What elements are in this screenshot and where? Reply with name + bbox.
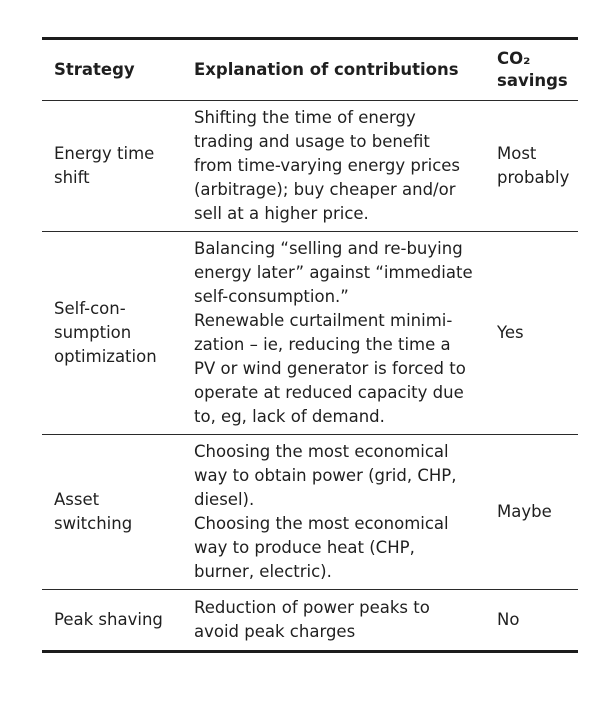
strategy-line: sumption: [54, 323, 132, 342]
explanation-line: Reduction of power peaks to: [194, 598, 430, 617]
explanation-cell: [182, 106, 484, 226]
explanation-line: avoid peak charges: [194, 622, 356, 641]
explanation-line: operate at reduced capacity due: [194, 383, 464, 402]
explanation-line: (arbitrage); buy cheaper and/or: [194, 180, 456, 199]
table-bottom-rule: [42, 650, 578, 653]
savings-line: No: [497, 610, 520, 629]
explanation-line: Choosing the most economical: [194, 442, 449, 461]
header-explanation: Explanation of contributions: [194, 60, 459, 79]
explanation-line: way to produce heat (CHP,: [194, 538, 415, 557]
savings-line: Maybe: [497, 502, 552, 521]
strategy-line: Asset: [54, 490, 100, 509]
explanation-cell: [182, 596, 484, 644]
strategy-line: Energy time: [54, 144, 155, 163]
explanation-line: to, eg, lack of demand.: [194, 407, 385, 426]
strategy-cell: [42, 142, 182, 190]
savings-line: probably: [497, 168, 570, 187]
header-co2-line2: savings: [497, 71, 568, 90]
explanation-line: self-consumption.”: [194, 287, 349, 306]
savings-cell: [484, 142, 578, 190]
strategy-line: switching: [54, 514, 133, 533]
strategy-cell: [42, 488, 182, 536]
savings-line: Yes: [497, 323, 524, 342]
explanation-line: diesel).: [194, 490, 255, 509]
explanation-line: zation – ie, reducing the time a: [194, 335, 451, 354]
savings-line: Most: [497, 144, 537, 163]
table-header-row: [42, 40, 578, 100]
table-row: [42, 435, 578, 589]
table-row: [42, 101, 578, 231]
table-row: [42, 232, 578, 434]
explanation-cell: [182, 440, 484, 584]
strategy-cell: [42, 608, 182, 632]
explanation-line: Shifting the time of energy: [194, 108, 416, 127]
table-row: [42, 590, 578, 650]
explanation-line: Choosing the most economical: [194, 514, 449, 533]
strategy-line: Peak shaving: [54, 610, 163, 629]
explanation-line: Renewable curtailment minimi-: [194, 311, 453, 330]
strategy-table: [42, 37, 578, 653]
header-co2-savings: [484, 48, 578, 92]
explanation-line: sell at a higher price.: [194, 204, 369, 223]
strategy-line: shift: [54, 168, 90, 187]
explanation-cell: [182, 237, 484, 429]
savings-cell: [484, 500, 578, 524]
header-strategy: Strategy: [54, 60, 135, 79]
strategy-line: Self-con-: [54, 299, 126, 318]
explanation-line: trading and usage to benefit: [194, 132, 430, 151]
explanation-line: Balancing “selling and re-buying: [194, 239, 463, 258]
header-co2-line1: CO₂: [497, 49, 531, 68]
explanation-line: energy later” against “immediate: [194, 263, 473, 282]
strategy-cell: [42, 297, 182, 369]
savings-cell: [484, 321, 578, 345]
explanation-line: way to obtain power (grid, CHP,: [194, 466, 457, 485]
strategy-line: optimization: [54, 347, 157, 366]
explanation-line: from time-varying energy prices: [194, 156, 461, 175]
explanation-line: PV or wind generator is forced to: [194, 359, 466, 378]
savings-cell: [484, 608, 578, 632]
explanation-line: burner, electric).: [194, 562, 332, 581]
